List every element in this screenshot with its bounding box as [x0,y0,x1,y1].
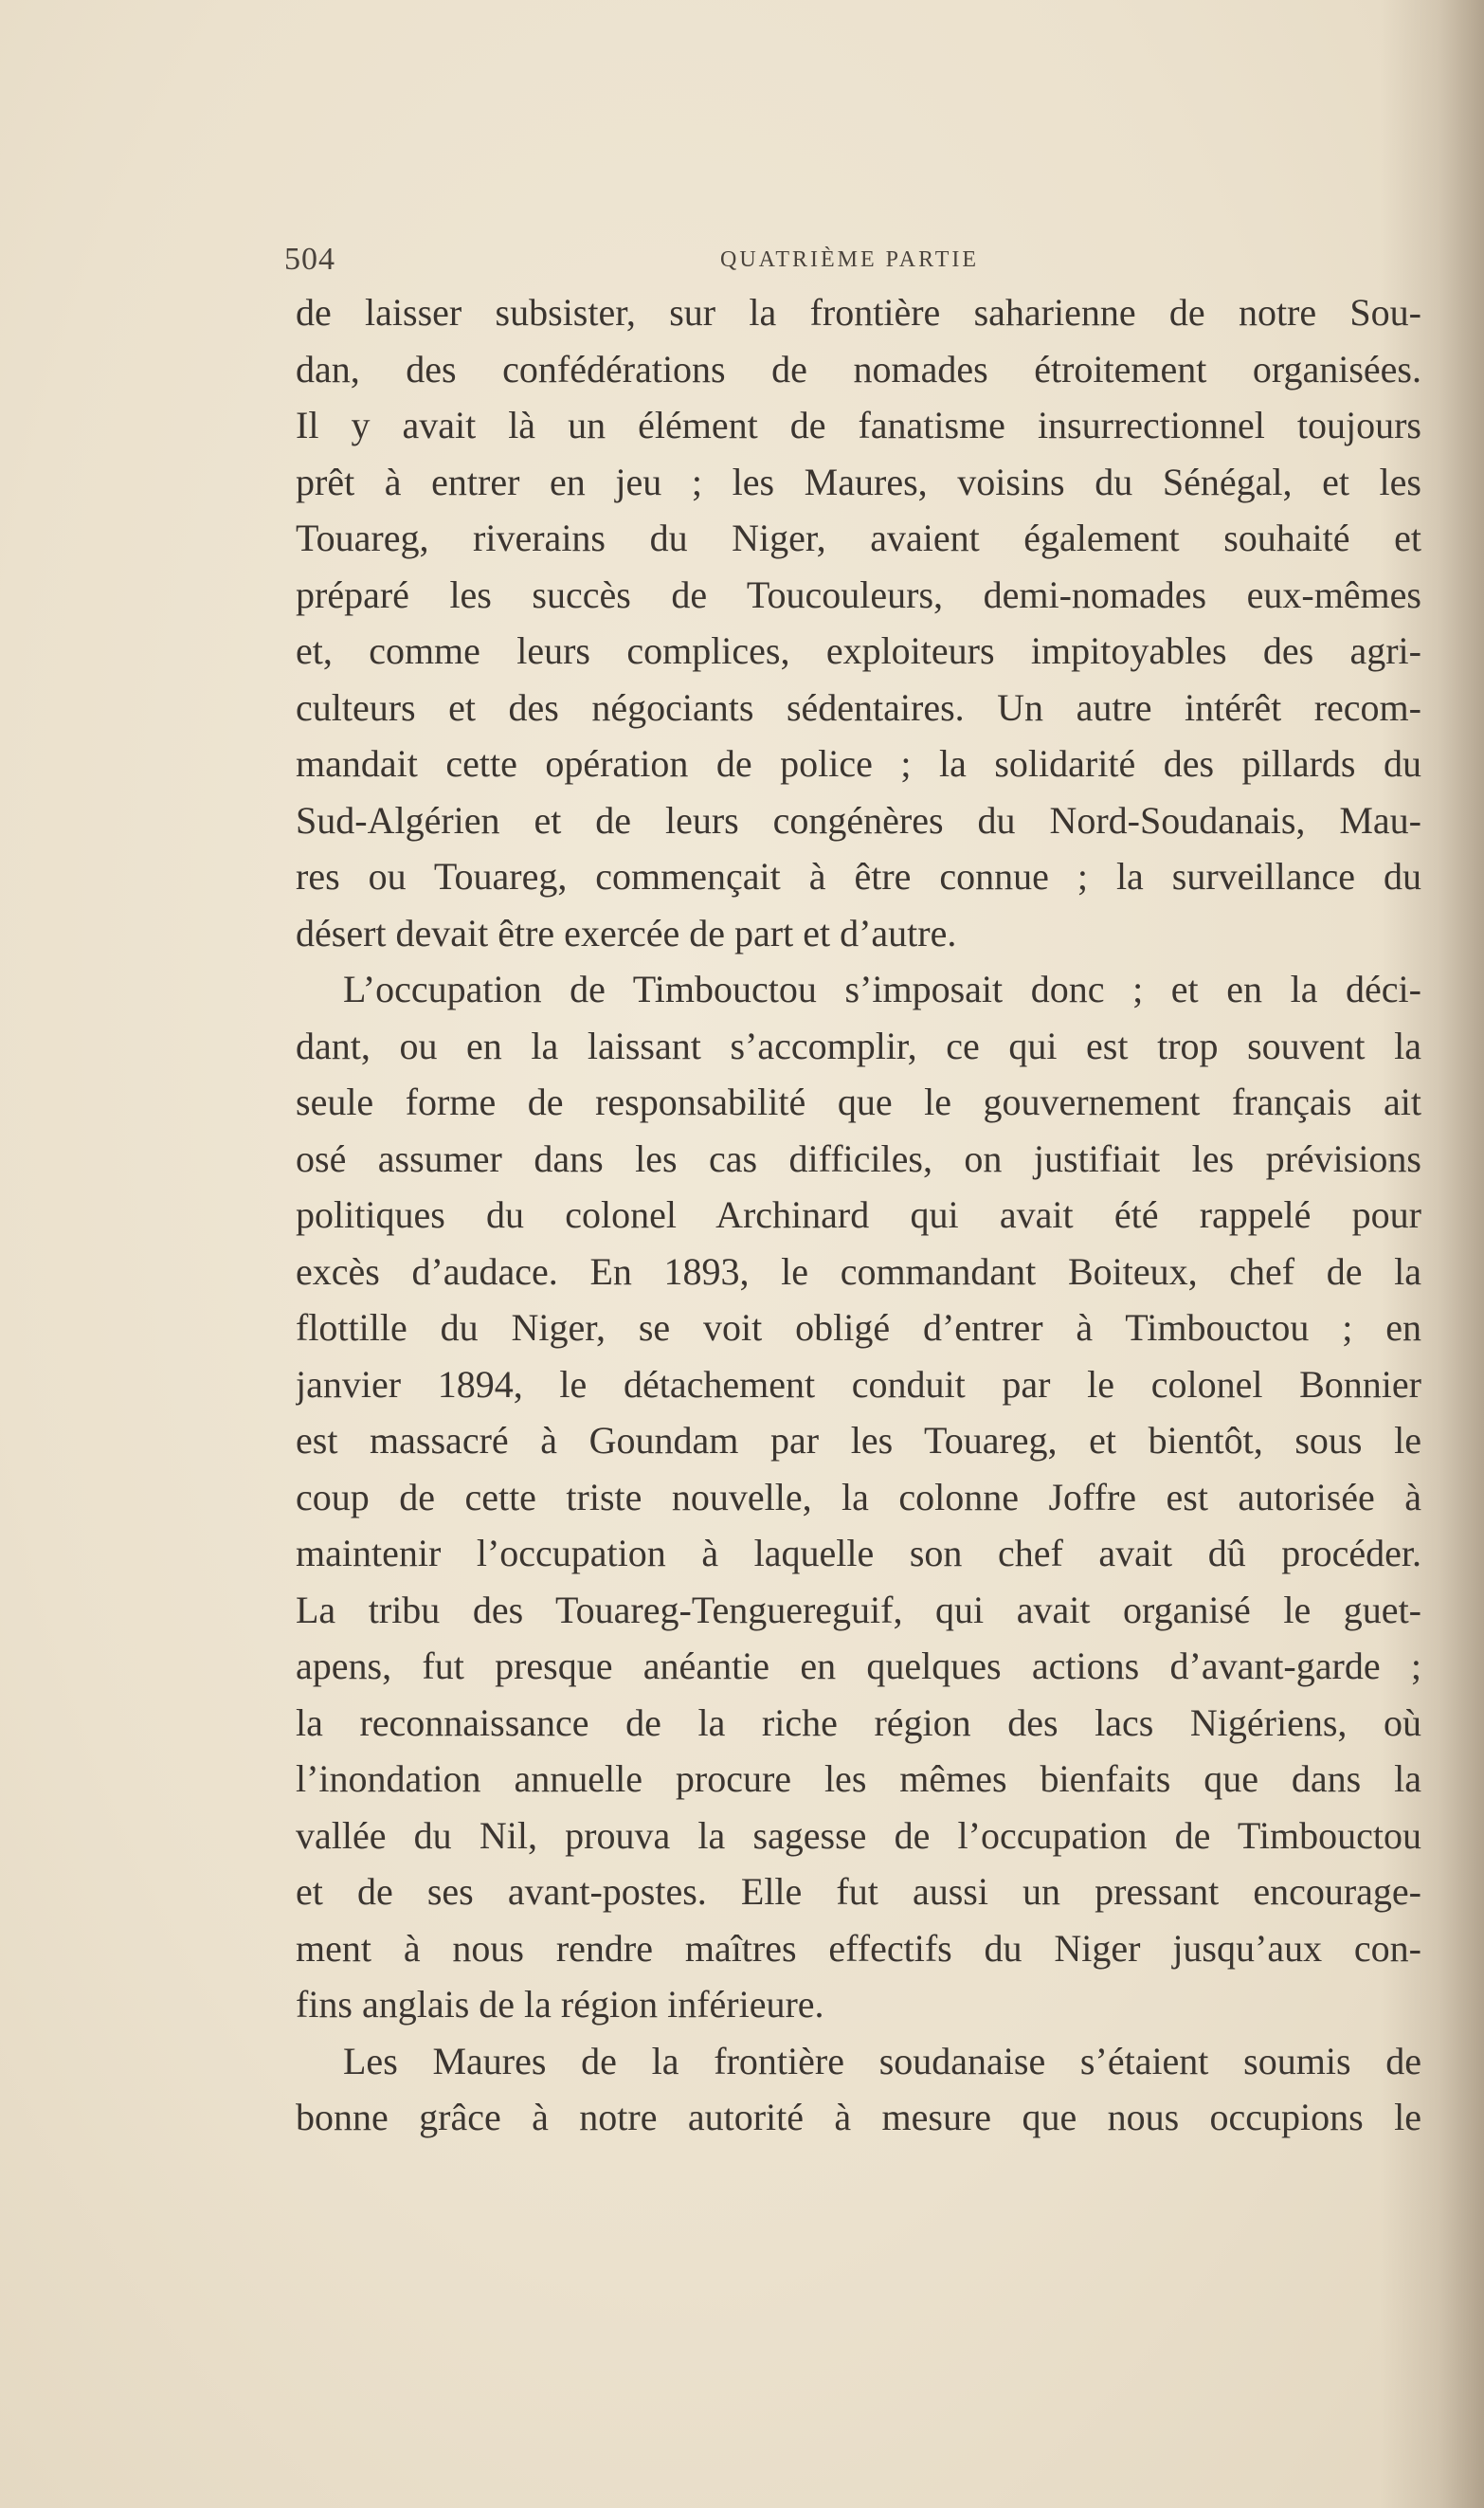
text-line: Il y avait là un élément de fanatisme insurrectionnel toujours [296,404,1421,446]
text-line: de laisser subsister, sur la frontière saharienne de notre Sou- [296,291,1421,334]
text-line: prêt à entrer en jeu ; les Maures, voisins du Sénégal, et les [296,460,1421,503]
text-line: flottille du Niger, se voit obligé d’entrer à Timbouctou ; en [296,1306,1421,1349]
page-number: 504 [284,242,335,277]
text-line: la reconnaissance de la riche région des lacs Nigériens, où [296,1700,1421,1744]
text-line: politiques du colonel Archinard qui avait été rappelé pour [296,1193,1421,1236]
text-line: vallée du Nil, prouva la sagesse de l’occupation de Timbouctou [296,1813,1421,1857]
text-line: culteurs et des négociants sédentaires. Un autre intérêt recom- [296,685,1421,729]
text-line: Les Maures de la frontière soudanaise s’étaient soumis de [343,2039,1421,2082]
text-line: préparé les succès de Toucouleurs, demi-nomades eux-mêmes [296,572,1421,616]
text-line: et, comme leurs complices, exploiteurs impitoyables des agri- [296,629,1421,672]
text-line: excès d’audace. En 1893, le commandant Boiteux, chef de la [296,1249,1421,1293]
text-line: apens, fut presque anéantie en quelques actions d’avant-garde ; [296,1645,1421,1687]
text-line: dant, ou en la laissant s’accomplir, ce qui est trop souvent la [296,1024,1421,1067]
text-line: l’inondation annuelle procure les mêmes bienfaits que dans la [296,1757,1421,1800]
body-text [296,284,1421,2146]
text-line: Sud-Algérien et de leurs congénères du Nord-Soudanais, Mau- [296,798,1421,842]
running-title: QUATRIÈME PARTIE [720,247,980,272]
text-line: Touareg, riverains du Niger, avaient également souhaité et [296,517,1421,559]
text-line: mandait cette opération de police ; la solidarité des pillards du [296,742,1421,785]
text-line: seule forme de responsabilité que le gouvernement français ait [296,1081,1421,1123]
text-line: L’occupation de Timbouctou s’imposait donc ; et en la déci- [343,968,1421,1010]
text-line: coup de cette triste nouvelle, la colonne Joffre est autorisée à [296,1475,1421,1518]
text-line: maintenir l’occupation à laquelle son chef avait dû procéder. [296,1532,1421,1574]
page-header [284,242,1421,280]
text-line: dan, des confédérations de nomades étroitement organisées. [296,347,1421,391]
text-line: janvier 1894, le détachement conduit par le colonel Bonnier [296,1362,1421,1406]
text-line: La tribu des Touareg-Tenguereguif, qui avait organisé le guet- [296,1588,1421,1631]
text-line: osé assumer dans les cas difficiles, on justifiait les prévisions [296,1136,1421,1180]
text-line: fins anglais de la région inférieure. [296,1983,824,2026]
text-line: est massacré à Goundam par les Touareg, et bientôt, sous le [296,1419,1421,1462]
text-line: ment à nous rendre maîtres effectifs du Niger jusqu’aux con- [296,1926,1421,1970]
text-line: et de ses avant-postes. Elle fut aussi un pressant encourage- [296,1870,1421,1913]
text-line: res ou Touareg, commençait à être connue ; la surveillance du [296,855,1421,898]
text-line: désert devait être exercée de part et d’autre. [296,911,957,954]
text-line: bonne grâce à notre autorité à mesure que nous occupions le [296,2096,1421,2138]
